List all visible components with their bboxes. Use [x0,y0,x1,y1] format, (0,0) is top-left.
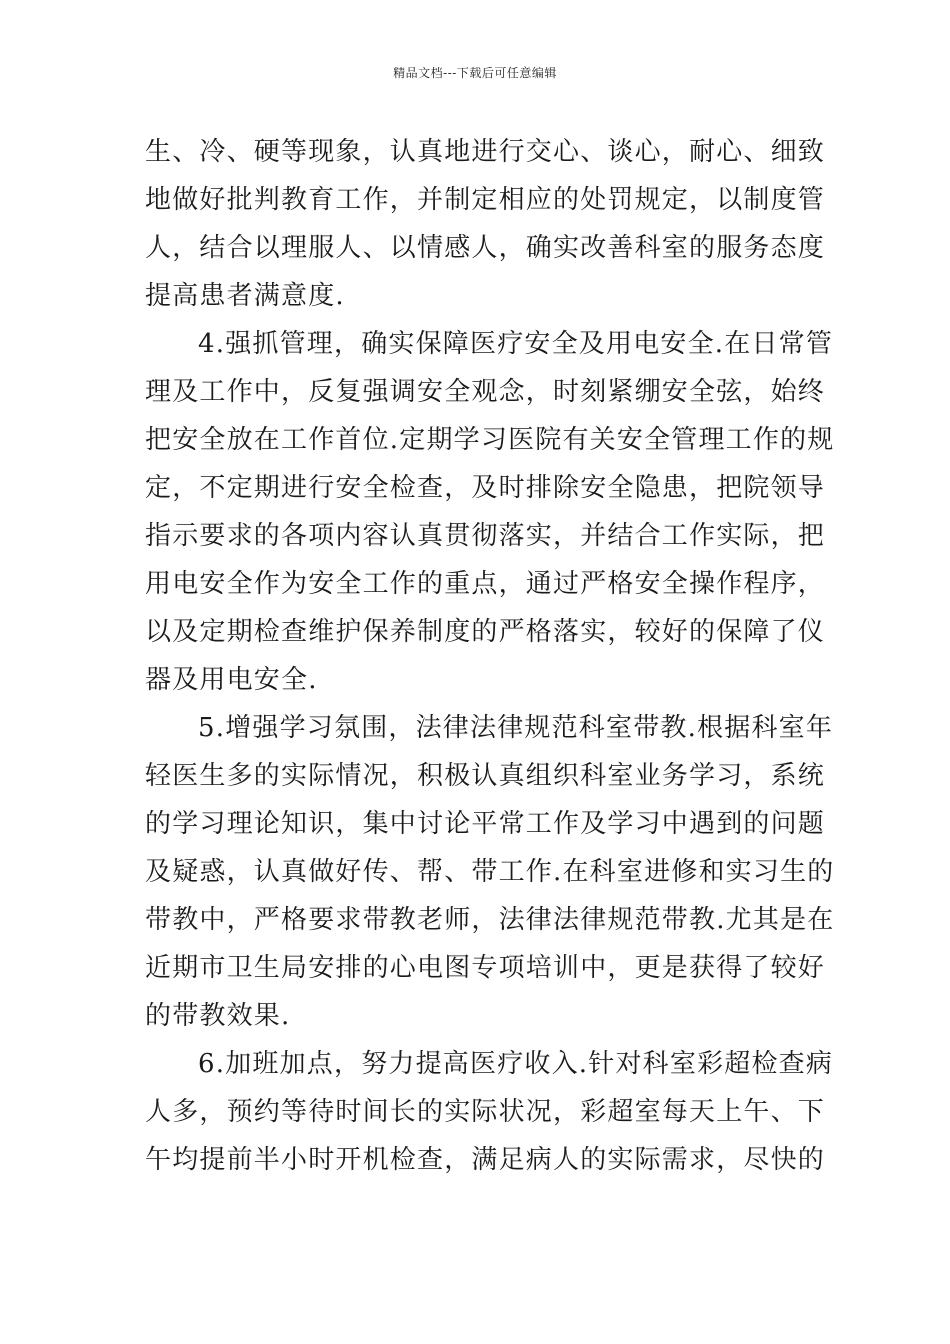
text-line: 理及工作中，反复强调安全观念，时刻紧绷安全弦，始终 [145,377,826,407]
page-header: 精品文档---下载后可任意编辑 [393,66,557,80]
text-line: 定，不定期进行安全检查，及时排除安全隐患，把院领导 [145,473,826,503]
text-line: 6.加班加点，努力提高医疗收入.针对科室彩超检查病 [198,1049,834,1079]
text-line: 人多，预约等待时间长的实际状况，彩超室每天上午、下 [145,1097,826,1127]
text-line: 人，结合以理服人、以情感人，确实改善科室的服务态度 [145,233,826,263]
text-line: 把安全放在工作首位.定期学习医院有关安全管理工作的规 [145,425,835,455]
document-body [145,128,835,1184]
text-line: 4.强抓管理，确实保障医疗安全及用电安全.在日常管 [198,329,834,359]
text-line: 轻医生多的实际情况，积极认真组织科室业务学习，系统 [145,761,826,791]
text-line: 提高患者满意度. [145,281,345,311]
text-line: 5.增强学习氛围，法律法律规范科室带教.根据科室年 [198,713,834,743]
text-line: 生、冷、硬等现象，认真地进行交心、谈心，耐心、细致 [145,137,826,167]
paragraph-item-6 [145,1040,834,1184]
text-line: 地做好批判教育工作，并制定相应的处罚规定，以制度管 [145,185,826,215]
text-line: 带教中，严格要求带教老师，法律法律规范带教.尤其是在 [145,905,835,935]
text-line: 器及用电安全. [145,665,318,695]
text-line: 午均提前半小时开机检查，满足病人的实际需求，尽快的 [145,1145,826,1175]
text-line: 指示要求的各项内容认真贯彻落实，并结合工作实际，把 [145,521,826,551]
text-line: 的带教效果. [145,1001,291,1031]
text-line: 近期市卫生局安排的心电图专项培训中，更是获得了较好 [145,953,826,983]
paragraph-item-5 [145,704,835,1040]
text-line: 以及定期检查维护保养制度的严格落实，较好的保障了仪 [145,617,826,647]
text-line: 用电安全作为安全工作的重点，通过严格安全操作程序， [145,569,826,599]
paragraph-continuation [145,128,826,320]
paragraph-item-4 [145,320,835,704]
text-line: 的学习理论知识，集中讨论平常工作及学习中遇到的问题 [145,809,826,839]
text-line: 及疑惑，认真做好传、帮、带工作.在科室进修和实习生的 [145,857,835,887]
